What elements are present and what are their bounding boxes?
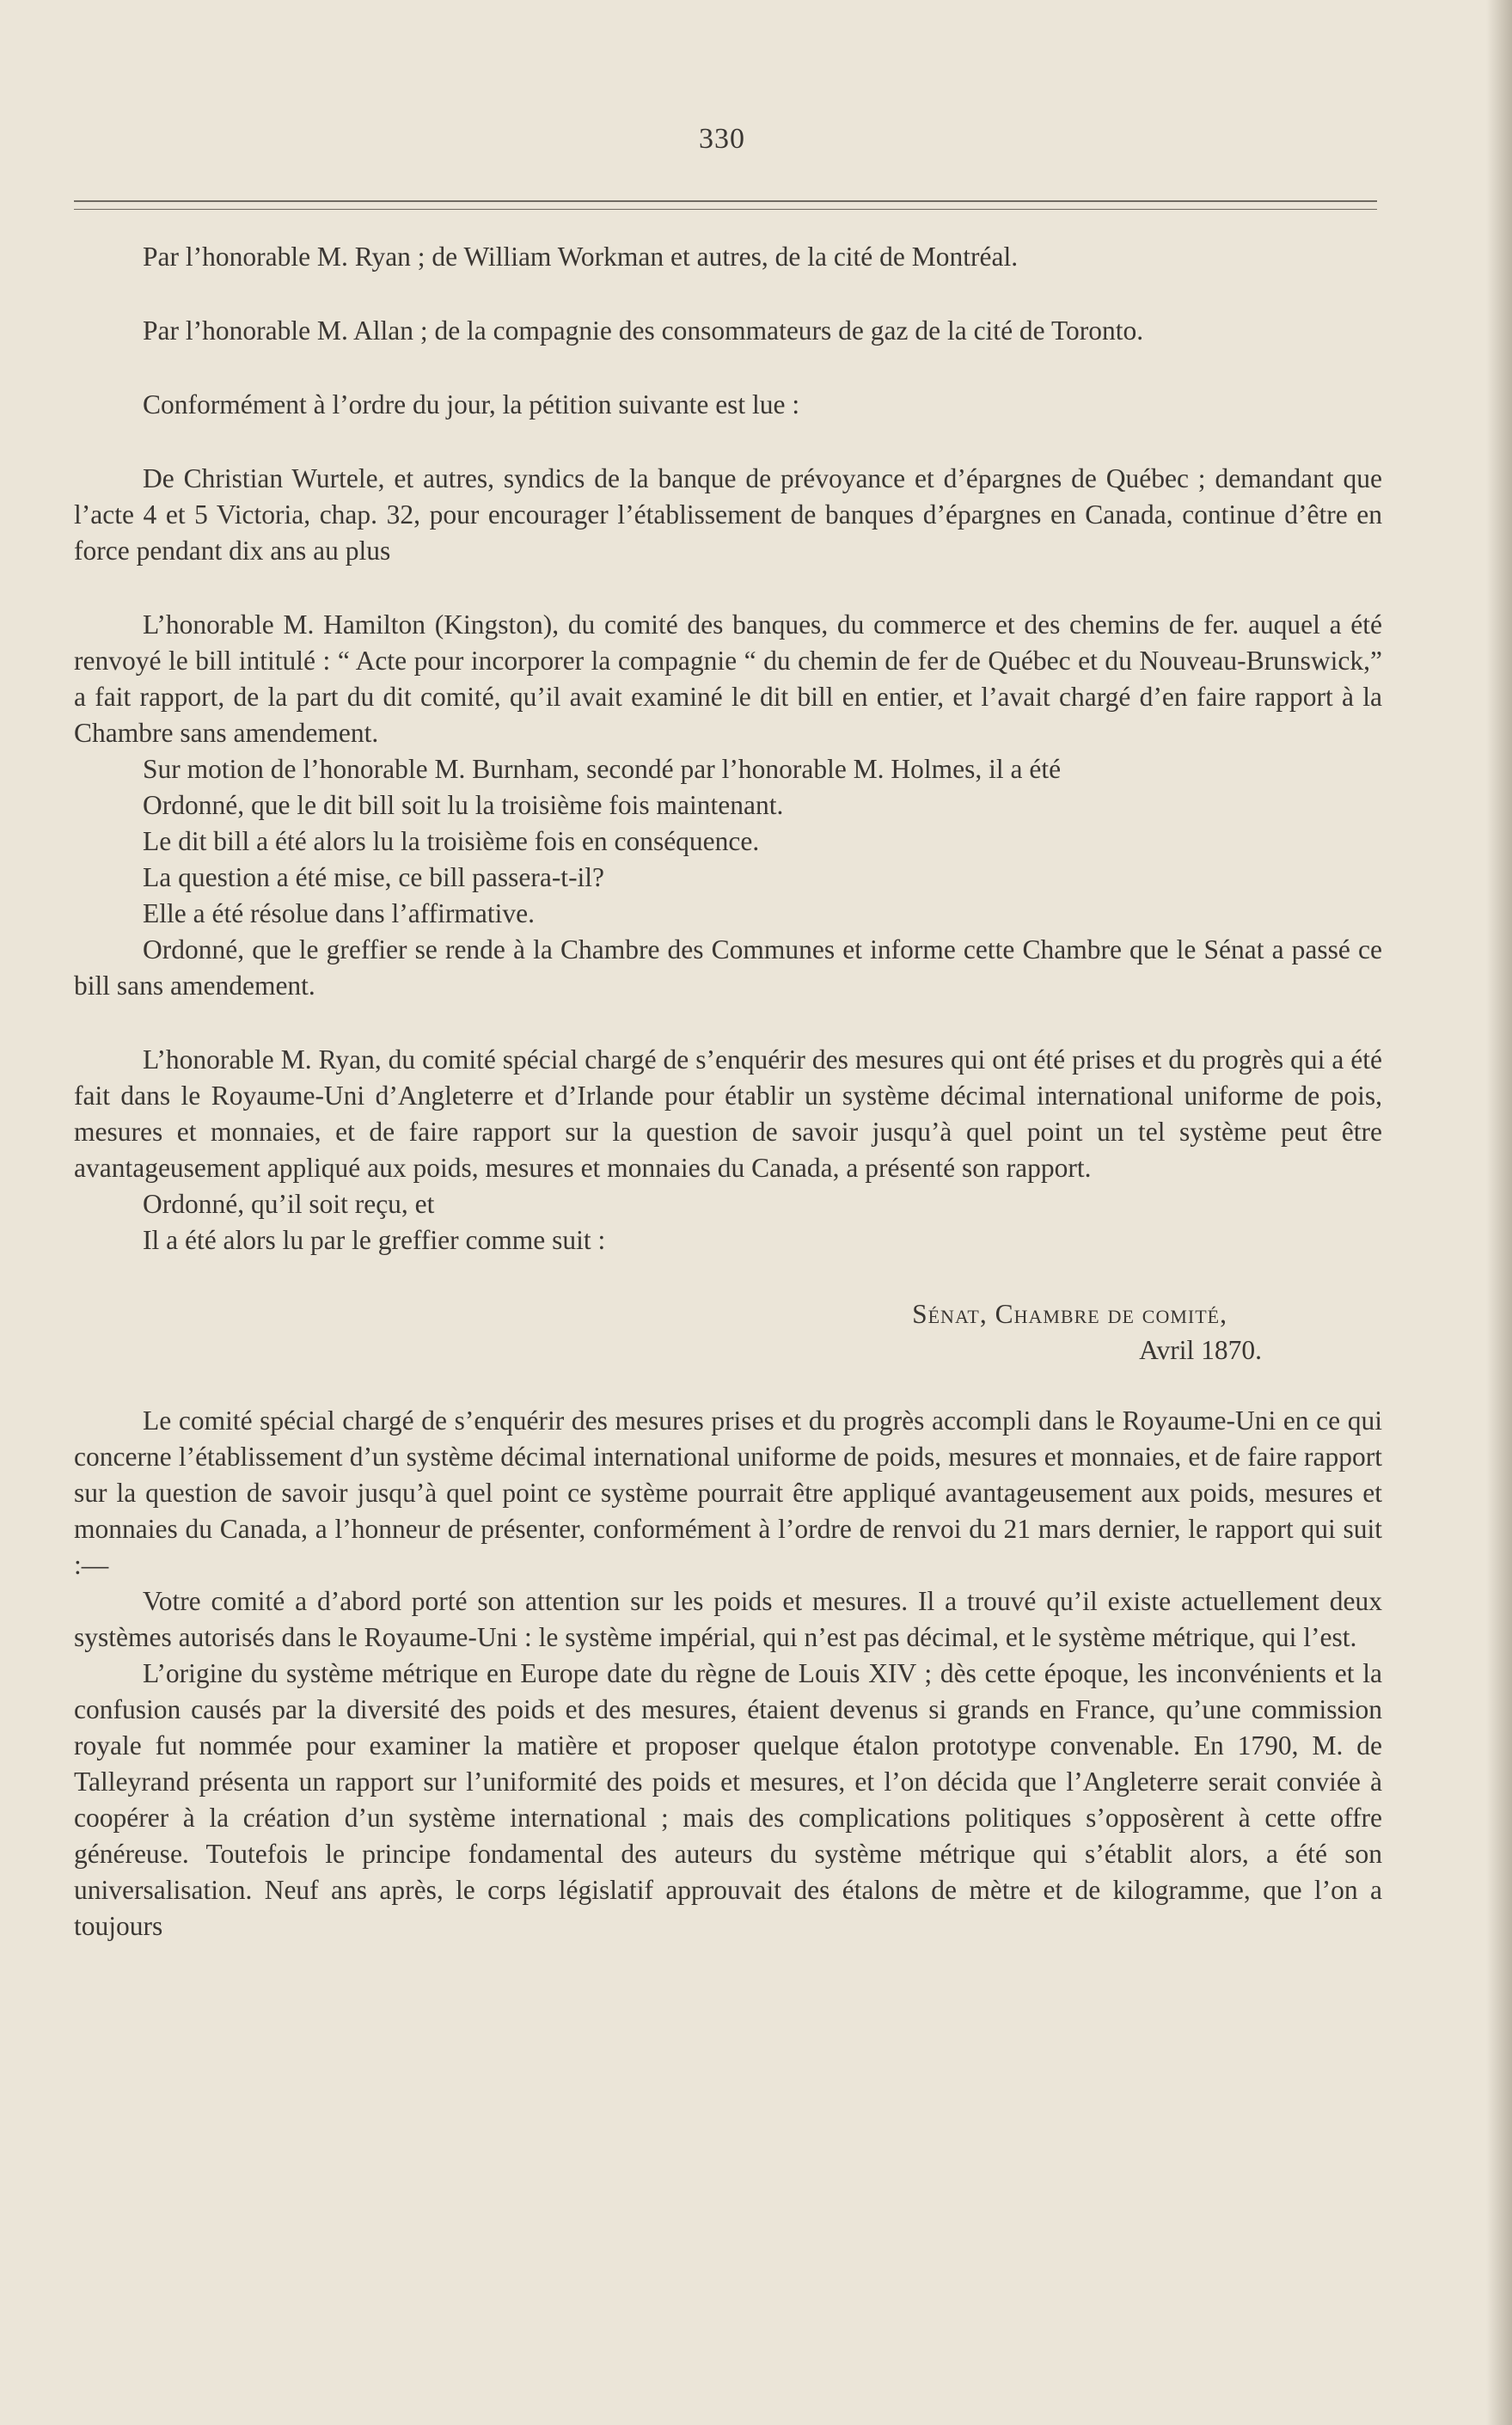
report-date: Avril 1870. xyxy=(1139,1335,1262,1365)
decimal-read: Il a été alors lu par le greffier comme suit : xyxy=(143,1225,606,1255)
header-rule xyxy=(74,200,1377,202)
decimal-order: Ordonné, qu’il soit reçu, et xyxy=(143,1189,435,1219)
page-body xyxy=(74,239,1382,1944)
bill-proceeding-resolved: Elle a été résolue dans l’affirmative. xyxy=(143,898,535,928)
report-paragraph: L’origine du système métrique en Europe date du règne de Louis XIV ; dès cette époque, les inconvénients et la confusion causés par la diversité des poids et des mesures, étaient devenus si grands en France, qu’une commission royale fut nommée pour examiner la matière et proposer quelque étalon prototype convenable. En 1790, M. de Talleyrand présenta un rapport sur l’uniformité des poids et mesures, et l’on décida que l’Angleterre serait conviée à coopérer à la création d’un système international ; mais des complications politiques s’opposèrent à cette offre généreuse. Toutefois le principe fondamental des auteurs du système métrique qui s’établit alors, a été son universalisation. Neuf ans après, le corps législatif approuvait des étalons de mètre et de kilogramme, que l’on a toujours xyxy=(74,1658,1382,1941)
bill-order-greffier: Ordonné, que le greffier se rende à la Chambre des Communes et informe cette Chambre que le Sénat a passé ce bill sans amendement. xyxy=(74,934,1382,1001)
petition-presented-ryan: Par l’honorable M. Ryan ; de William Workman et autres, de la cité de Montréal. xyxy=(143,242,1019,272)
report-paragraph: Le comité spécial chargé de s’enquérir des mesures prises et du progrès accompli dans le Royaume-Uni en ce qui concerne l’établissement d’un système décimal international uniforme de poids, mesures et monnaies, et de faire rapport sur la question de savoir jusqu’à quel point ce système pourrait être appliqué avantageusement aux poids, mesures et monnaies du Canada, a l’honneur de présenter, conformément à l’ordre de renvoi du 21 mars dernier, le rapport qui suit :— xyxy=(74,1405,1382,1580)
petition-presented-allan: Par l’honorable M. Allan ; de la compagnie des consommateurs de gaz de la cité de Toronto. xyxy=(143,315,1144,346)
petition-read-text: De Christian Wurtele, et autres, syndics de la banque de prévoyance et d’épargnes de Québec ; demandant que l’acte 4 et 5 Victoria, chap. 32, pour encourager l’établissement de banques d’épargnes en Canada, continue d’être en force pendant dix ans au plus xyxy=(74,463,1382,566)
page-number: 330 xyxy=(699,123,745,155)
bill-proceeding-third-reading: Le dit bill a été alors lu la troisième fois en conséquence. xyxy=(143,826,760,856)
bill-proceeding-motion: Sur motion de l’honorable M. Burnham, secondé par l’honorable M. Holmes, il a été xyxy=(143,754,1062,784)
header-rule-thin xyxy=(74,209,1377,210)
report-heading: Sénat, Chambre de comité, xyxy=(912,1299,1227,1329)
petition-read-intro: Conformément à l’ordre du jour, la pétition suivante est lue : xyxy=(143,389,800,419)
report-paragraph: Votre comité a d’abord porté son attention sur les poids et mesures. Il a trouvé qu’il existe actuellement deux systèmes autorisés dans le Royaume-Uni : le système impérial, qui n’est pas décimal, et le système métrique, qui l’est. xyxy=(74,1586,1382,1652)
bill-proceeding-question: La question a été mise, ce bill passera-t-il? xyxy=(143,862,605,892)
bill-proceeding-order: Ordonné, que le dit bill soit lu la troisième fois maintenant. xyxy=(143,790,784,820)
bill-report-paragraph: L’honorable M. Hamilton (Kingston), du comité des banques, du commerce et des chemins de fer. auquel a été renvoyé le bill intitulé : “ Acte pour incorporer la compagnie “ du chemin de fer de Québec et du Nouveau-Brunswick,” a fait rapport, de la part du dit comité, qu’il avait examiné le dit bill en entier, et l’avait chargé d’en faire rapport à la Chambre sans amendement. xyxy=(74,609,1382,748)
decimal-report-paragraph: L’honorable M. Ryan, du comité spécial chargé de s’enquérir des mesures qui ont été prises et du progrès qui a été fait dans le Royaume-Uni d’Angleterre et d’Irlande pour établir un système décimal international uniforme de pois, mesures et monnaies, et de faire rapport sur la question de savoir jusqu’à quel point un tel système peut être avantageusement appliqué aux poids, mesures et monnaies du Canada, a présenté son rapport. xyxy=(74,1044,1382,1183)
